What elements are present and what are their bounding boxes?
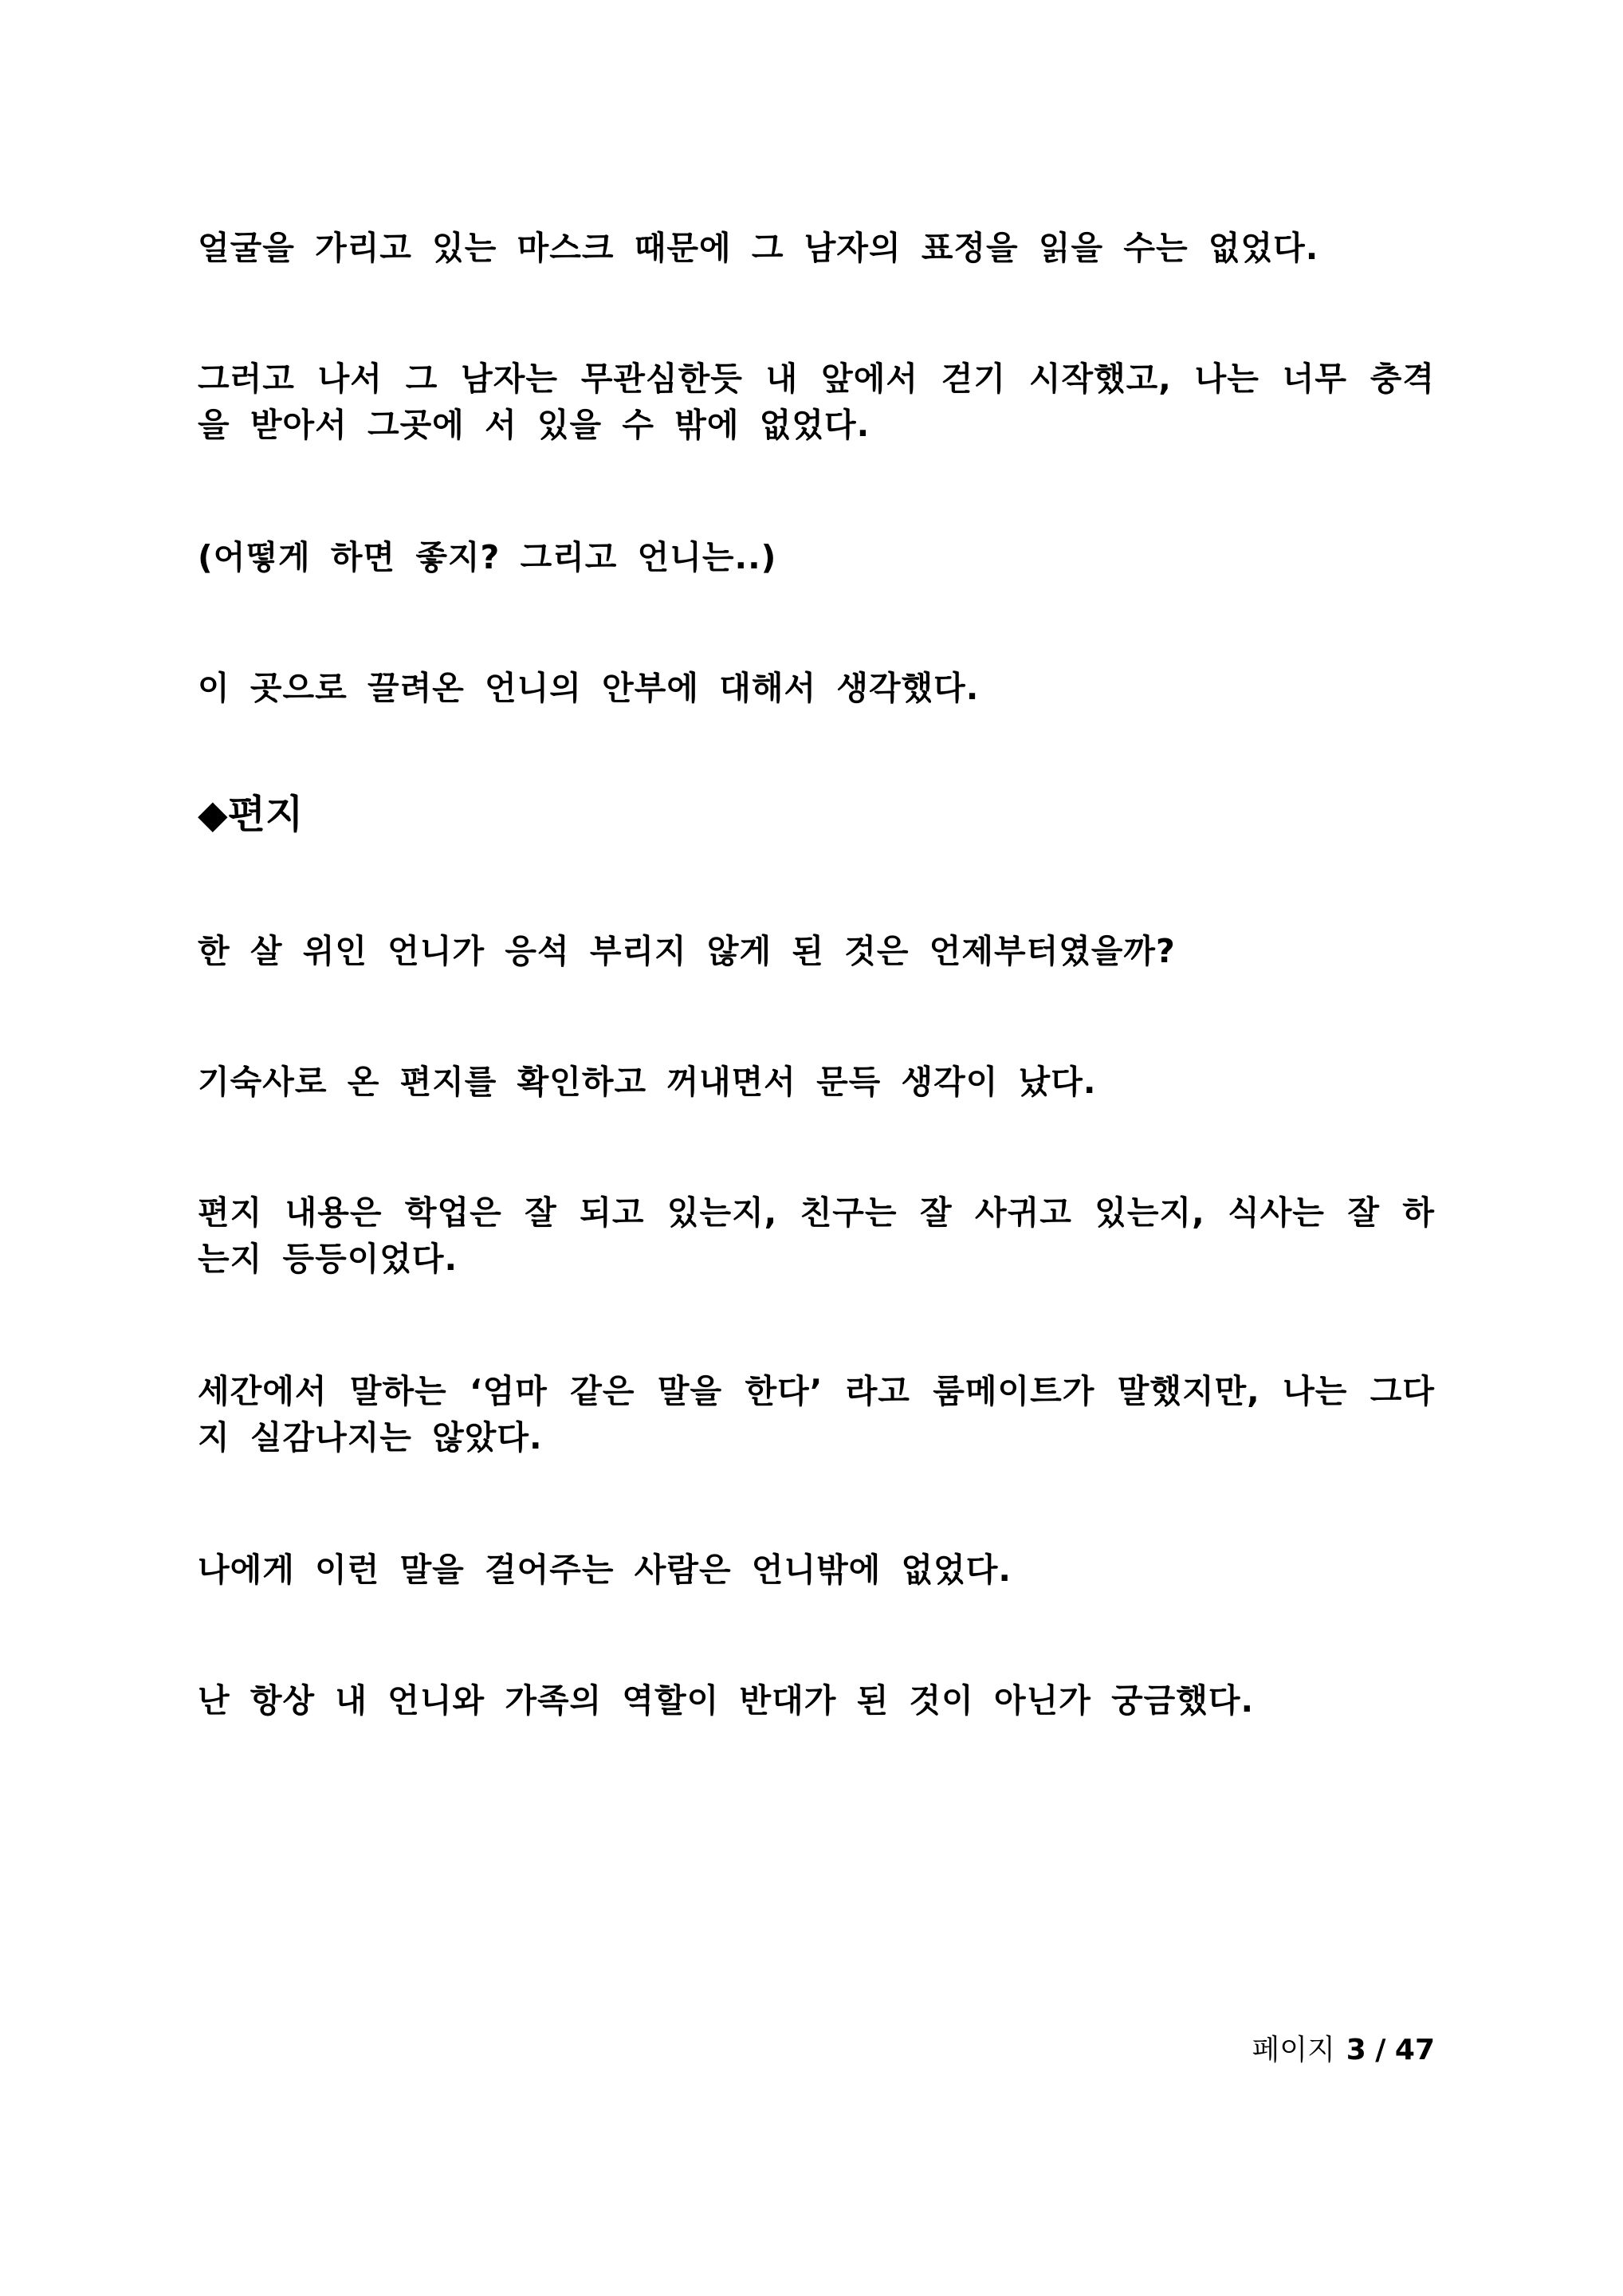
page-separator: / [1375,2034,1386,2066]
total-page-count: 47 [1394,2034,1435,2066]
paragraph: 기숙사로 온 편지를 확인하고 꺼내면서 문득 생각이 났다. [198,1063,1097,1101]
paragraph: 편지 내용은 학업은 잘 되고 있는지, 친구는 잘 사귀고 있는지, 식사는 잘 하는지 등등이었다. [198,1193,1435,1278]
paragraph: 세간에서 말하는 ‘엄마 같은 말을 한다’ 라고 룸메이트가 말했지만, 나는 그다지 실감나지는 않았다. [198,1372,1435,1457]
paragraph: 얼굴을 가리고 있는 마스크 때문에 그 남자의 표정을 읽을 수는 없었다. [198,229,1319,267]
current-page-number: 3 [1346,2034,1366,2066]
page-label: 페이지 [1252,2034,1335,2066]
paragraph: 그러고 나서 그 남자는 무관심한듯 내 앞에서 걷기 시작했고, 나는 너무 충격을 받아서 그곳에 서 있을 수 밖에 없었다. [198,360,1435,444]
paragraph: 한 살 위인 언니가 응석 부리지 않게 된 것은 언제부터였을까? [198,932,1176,970]
paragraph: 난 항상 내 언니와 가족의 역할이 반대가 된 것이 아닌가 궁금했다. [198,1681,1255,1720]
section-heading: ◆편지 [198,792,304,837]
paragraph: 나에게 이런 말을 걸어주는 사람은 언니밖에 없었다. [198,1551,1012,1589]
paragraph: (어떻게 하면 좋지? 그리고 언니는..) [198,538,777,576]
page-number-footer [1252,2031,1435,2070]
paragraph: 이 곳으로 끌려온 언니의 안부에 대해서 생각했다. [198,669,980,707]
